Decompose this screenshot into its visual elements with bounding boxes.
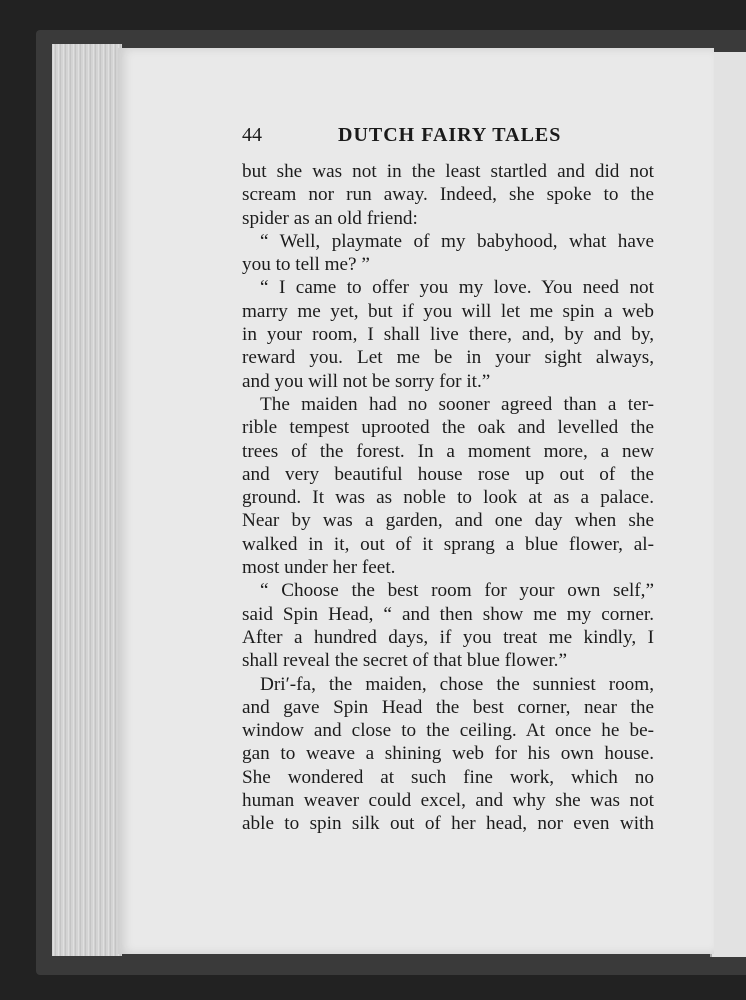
text-line: After a hundred days, if you treat me kindly, I xyxy=(242,626,654,648)
page-edges xyxy=(52,44,122,956)
body-text xyxy=(242,160,654,836)
text-line: scream nor run away. Indeed, she spoke to the xyxy=(242,184,654,206)
text-line: window and close to the ceiling. At once he be- xyxy=(242,720,654,742)
text-line: you to tell me? ” xyxy=(242,254,370,276)
text-line: able to spin silk out of her head, nor even with xyxy=(242,813,654,835)
text-line: “ I came to offer you my love. You need not xyxy=(260,277,654,299)
text-line: said Spin Head, “ and then show me my corner. xyxy=(242,603,654,625)
text-line: Dri′-fa, the maiden, chose the sunniest room, xyxy=(260,673,654,695)
text-line: spider as an old friend: xyxy=(242,207,418,229)
text-line: The maiden had no sooner agreed than a ter- xyxy=(260,393,654,415)
text-line: gan to weave a shining web for his own house. xyxy=(242,743,654,765)
text-line: ground. It was as noble to look at as a palace. xyxy=(242,487,654,509)
page-number: 44 xyxy=(242,124,262,146)
text-line: rible tempest uprooted the oak and levelled the xyxy=(242,417,654,439)
text-line: but she was not in the least startled and did not xyxy=(242,161,654,182)
text-line: in your room, I shall live there, and, by and by, xyxy=(242,324,654,346)
text-line: and you will not be sorry for it.” xyxy=(242,370,491,392)
text-line: human weaver could excel, and why she was not xyxy=(242,790,654,812)
text-line: Near by was a garden, and one day when she xyxy=(242,510,654,532)
text-line: and very beautiful house rose up out of the xyxy=(242,463,654,485)
text-line: She wondered at such fine work, which no xyxy=(242,766,654,788)
page-header xyxy=(242,124,654,150)
text-line: and gave Spin Head the best corner, near the xyxy=(242,696,654,718)
text-line: shall reveal the secret of that blue flower.” xyxy=(242,650,567,672)
text-line: marry me yet, but if you will let me spin a web xyxy=(242,300,654,322)
text-line: trees of the forest. In a moment more, a new xyxy=(242,440,654,462)
text-line: most under her feet. xyxy=(242,557,396,579)
text-line: “ Well, playmate of my babyhood, what have xyxy=(260,230,654,252)
text-line: walked in it, out of it sprang a blue flower, al- xyxy=(242,533,654,555)
text-line: reward you. Let me be in your sight always, xyxy=(242,347,654,369)
facing-page-edge xyxy=(710,52,746,957)
running-title: DUTCH FAIRY TALES xyxy=(338,124,562,146)
text-line: “ Choose the best room for your own self,” xyxy=(260,580,654,602)
